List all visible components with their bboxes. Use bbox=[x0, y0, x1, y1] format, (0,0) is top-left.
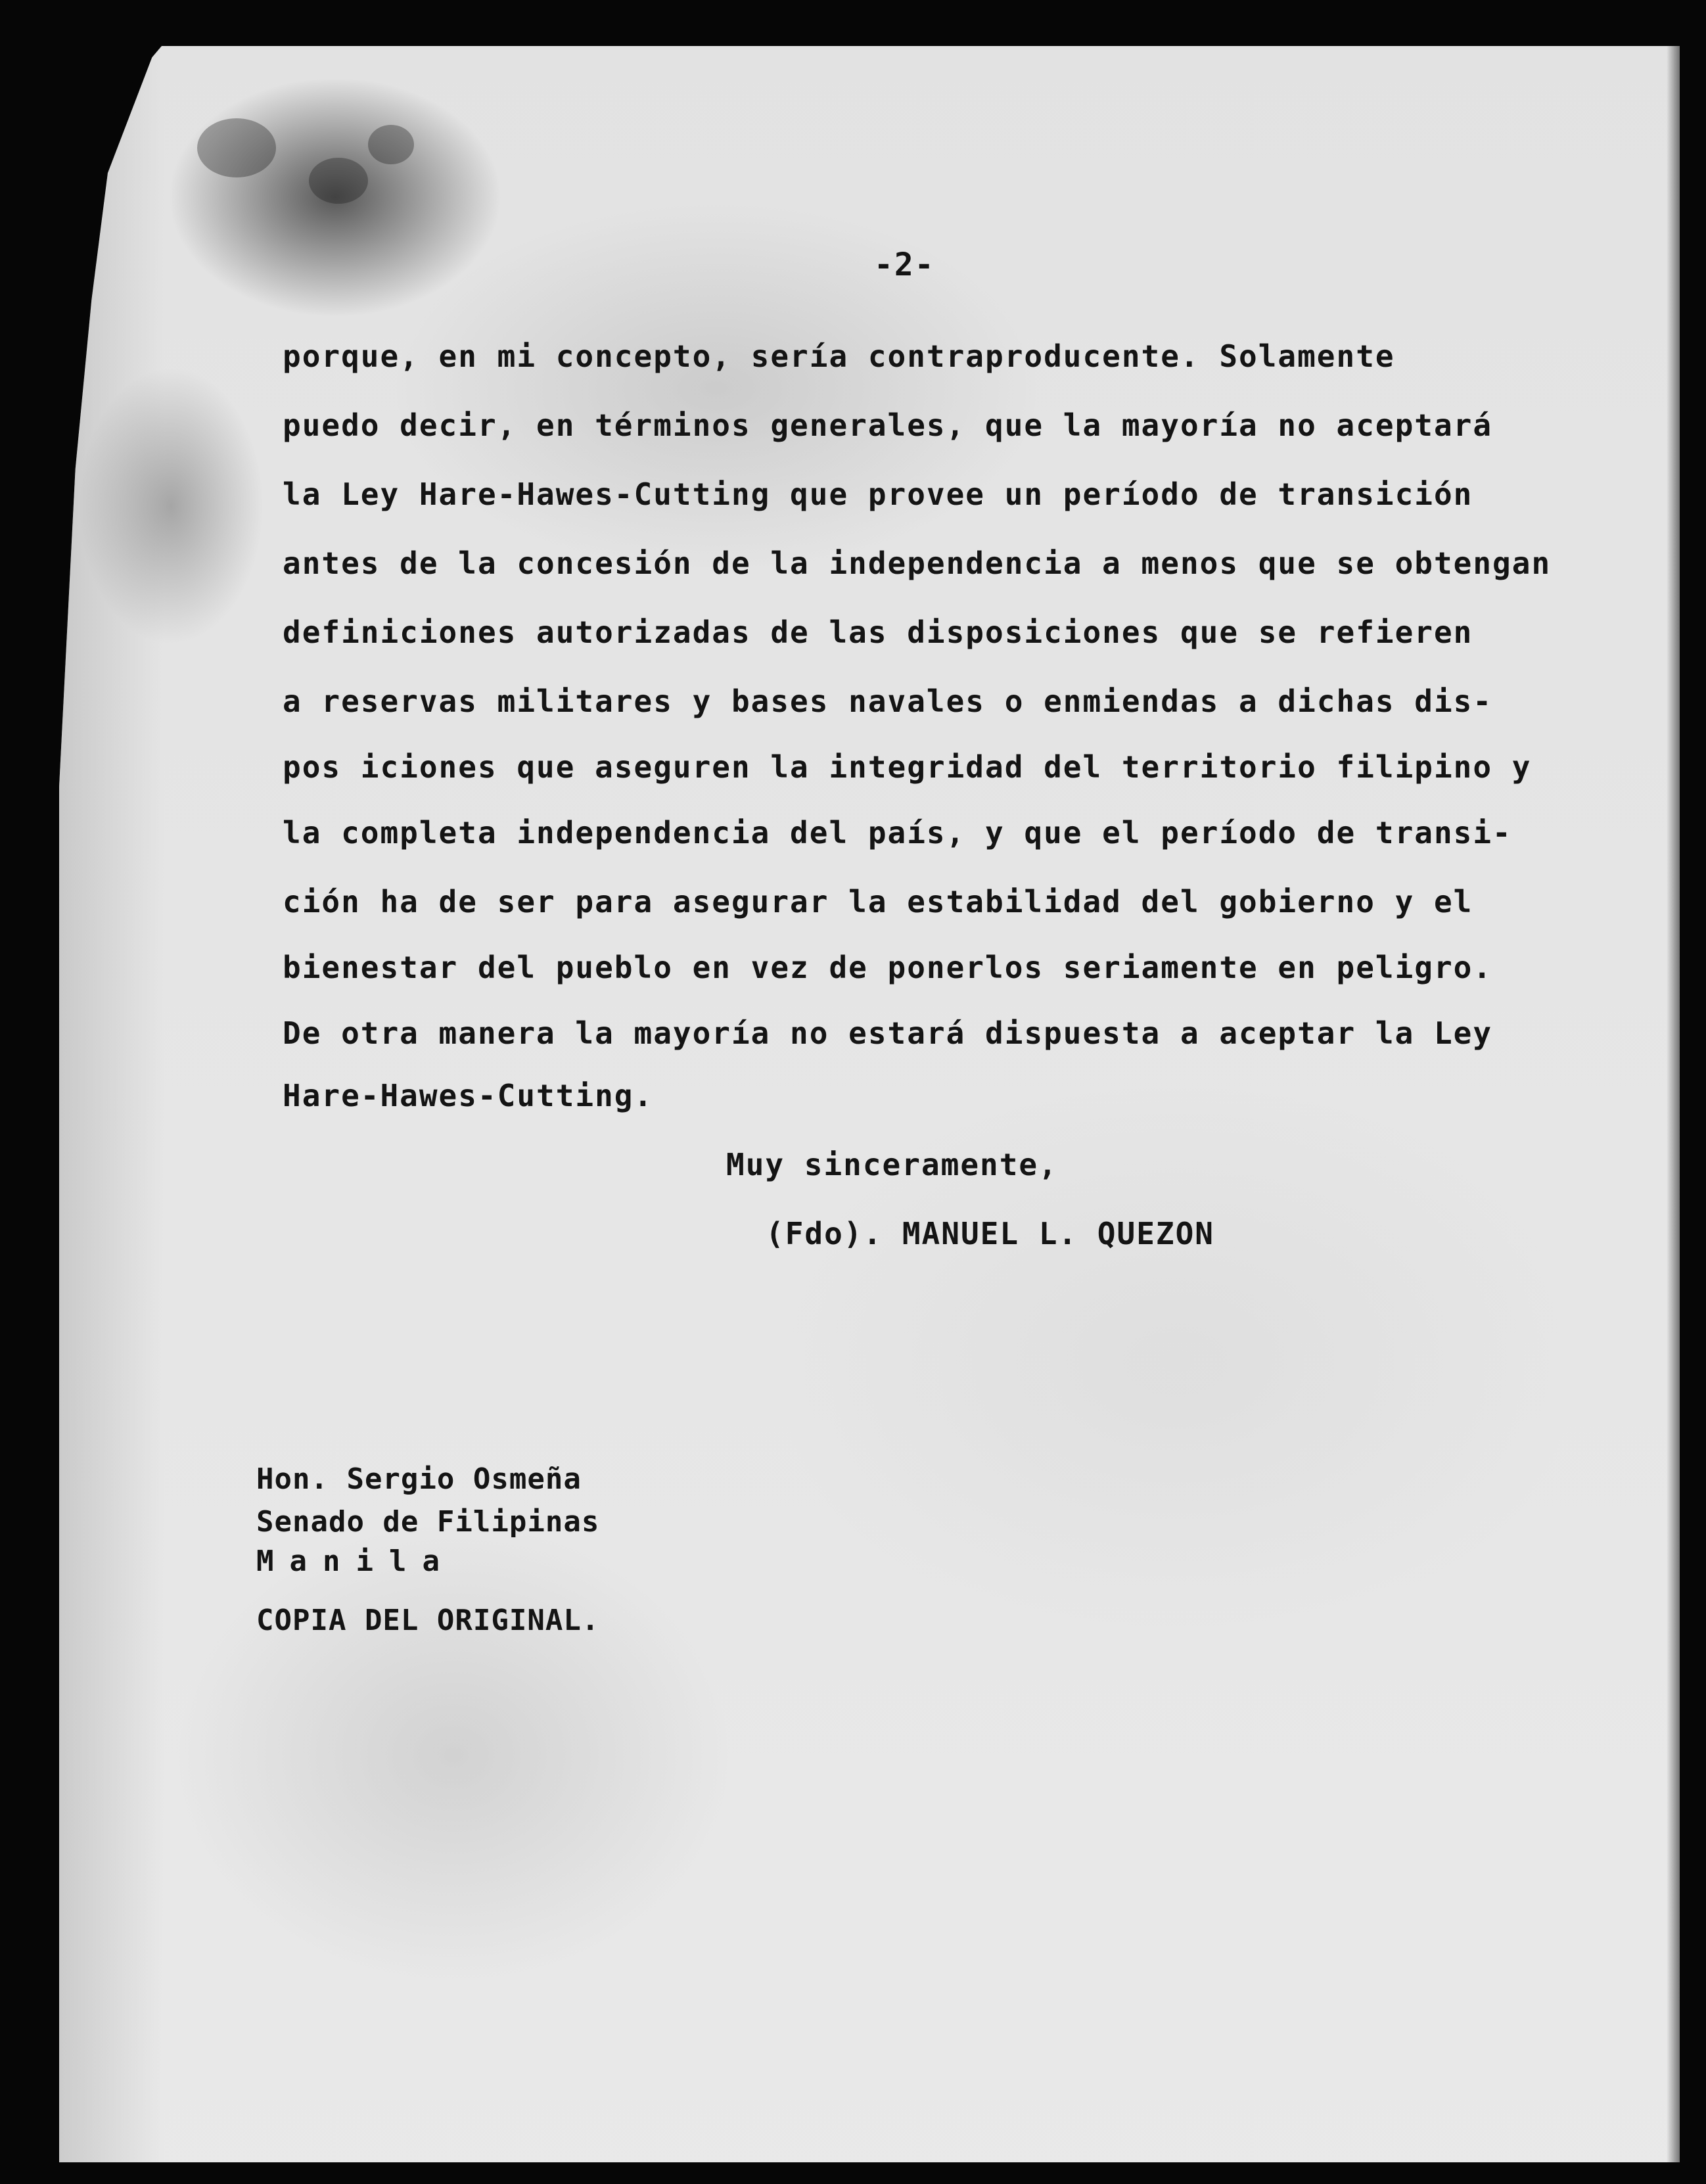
copy-label: COPIA DEL ORIGINAL. bbox=[256, 1604, 600, 1637]
body-line: la Ley Hare-Hawes-Cutting que provee un período de transición bbox=[283, 476, 1473, 512]
body-line: De otra manera la mayoría no estará dispuesta a aceptar la Ley bbox=[283, 1015, 1493, 1051]
paper-right-edge bbox=[1667, 46, 1680, 2162]
closing-salutation: Muy sinceramente, bbox=[726, 1147, 1058, 1182]
body-line: porque, en mi concepto, sería contraproducente. Solamente bbox=[283, 338, 1395, 374]
body-line: pos iciones que aseguren la integridad del territorio filipino y bbox=[283, 749, 1532, 785]
body-line: la completa independencia del país, y que el período de transi- bbox=[283, 815, 1512, 850]
addressee-institution: Senado de Filipinas bbox=[256, 1505, 600, 1539]
signature-line: (Fdo). MANUEL L. QUEZON bbox=[766, 1216, 1214, 1251]
body-line: a reservas militares y bases navales o enmiendas a dichas dis- bbox=[283, 684, 1493, 719]
body-line: bienestar del pueblo en vez de ponerlos seriamente en peligro. bbox=[283, 950, 1493, 985]
addressee-name: Hon. Sergio Osmeña bbox=[256, 1462, 582, 1496]
page-number: -2- bbox=[874, 246, 935, 283]
body-line: Hare-Hawes-Cutting. bbox=[283, 1078, 654, 1113]
body-line: definiciones autorizadas de las disposiciones que se refieren bbox=[283, 615, 1473, 650]
body-line: puedo decir, en términos generales, que la mayoría no aceptará bbox=[283, 407, 1493, 443]
ink-smudge bbox=[309, 158, 368, 204]
addressee-city: Manila bbox=[256, 1545, 455, 1578]
ink-smudge bbox=[197, 118, 276, 177]
ink-smudge bbox=[368, 125, 414, 164]
body-line: antes de la concesión de la independencia a menos que se obtengan bbox=[283, 546, 1552, 581]
body-line: ción ha de ser para asegurar la estabilidad del gobierno y el bbox=[283, 884, 1473, 919]
